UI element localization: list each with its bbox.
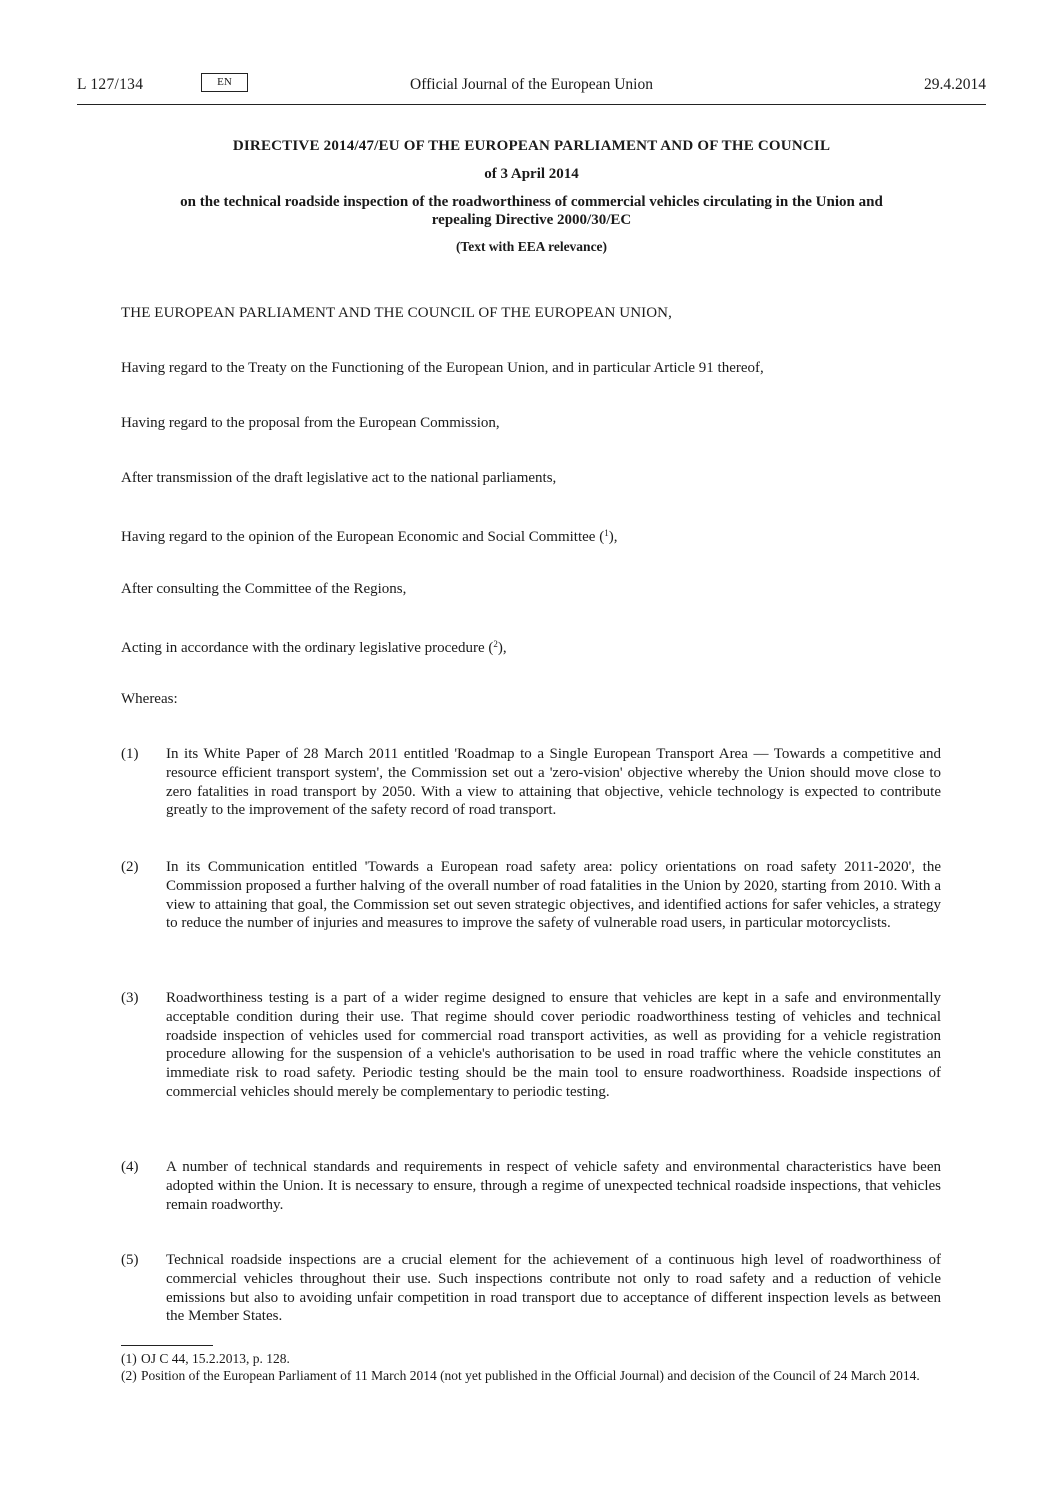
recital xyxy=(121,1251,941,1326)
directive-title: DIRECTIVE 2014/47/EU OF THE EUROPEAN PARLIAMENT AND OF THE COUNCIL xyxy=(232,138,831,154)
recital-text: In its White Paper of 28 March 2011 entitled 'Roadmap to a Single European Transport Area — Towards a competitive and resource efficient transport system', the Commission set out a 'zero-vision' objective whereby the Union should move close to zero fatalities in road transport by 2050. With a view to attaining that objective, vehicle technology is expected to contribute greatly to the improvement of the safety record of road transport. xyxy=(166,746,941,819)
enacting-authority: THE EUROPEAN PARLIAMENT AND THE COUNCIL OF THE EUROPEAN UNION, xyxy=(121,305,672,321)
footnote xyxy=(121,1351,941,1367)
recital xyxy=(121,1158,941,1214)
recital-number: (4) xyxy=(121,1159,139,1175)
directive-date: of 3 April 2014 xyxy=(484,166,579,182)
footnote-ref-2[interactable]: 2 xyxy=(493,639,498,649)
recital xyxy=(121,989,941,1102)
citation-opinion xyxy=(121,524,941,547)
recital-number: (1) xyxy=(121,746,139,762)
publication-date: 29.4.2014 xyxy=(924,76,986,93)
footnote-rule xyxy=(121,1345,213,1346)
whereas-heading: Whereas: xyxy=(121,691,178,707)
recital-number: (3) xyxy=(121,990,139,1006)
citation-transmission: After transmission of the draft legislative act to the national parliaments, xyxy=(121,470,557,486)
citation-procedure-end: ), xyxy=(497,640,507,656)
journal-title: Official Journal of the European Union xyxy=(410,76,653,93)
citation-regions: After consulting the Committee of the Regions, xyxy=(121,581,407,597)
recital xyxy=(121,745,941,820)
footnote-ref-1[interactable]: 1 xyxy=(604,528,609,538)
footnote-mark: (2) xyxy=(121,1368,137,1383)
footnote-text: OJ C 44, 15.2.2013, p. 128. xyxy=(141,1351,290,1366)
citation-proposal: Having regard to the proposal from the European Commission, xyxy=(121,415,500,431)
eea-relevance: (Text with EEA relevance) xyxy=(455,239,608,254)
citation-procedure-text: Acting in accordance with the ordinary legislative procedure ( xyxy=(121,640,494,656)
citation-opinion-text: Having regard to the opinion of the European Economic and Social Committee ( xyxy=(121,529,605,545)
citation-opinion-end: ), xyxy=(608,529,618,545)
directive-titles xyxy=(77,138,986,255)
recital-number: (5) xyxy=(121,1252,139,1268)
recital-text: Roadworthiness testing is a part of a wider regime designed to ensure that vehicles are kept in a safe and environmentally acceptable condition during their use. That regime should cover periodic roadworthiness testing of vehicles and technical roadside inspection of vehicles used for commercial road transport activities, as well as providing for a vehicle registration procedure allowing for the suspension of a vehicle's authorisation to be used in road traffic where the vehicle constitutes an immediate risk to road safety. Periodic testing should be the main tool to ensure roadworthiness. Roadside inspections of commercial vehicles should merely be complementary to periodic testing. xyxy=(166,990,941,1100)
recital xyxy=(121,858,941,933)
footnote xyxy=(121,1368,941,1384)
recital-number: (2) xyxy=(121,859,139,875)
footnote-text: Position of the European Parliament of 11 March 2014 (not yet published in the Official Journal) and decision of the Council of 24 March 2014. xyxy=(141,1368,920,1383)
citation-treaty: Having regard to the Treaty on the Functioning of the European Union, and in particular Article 91 thereof, xyxy=(121,360,764,376)
recital-text: A number of technical standards and requirements in respect of vehicle safety and environmental characteristics have been adopted within the Union. It is necessary to ensure, through a regime of unexpected technical roadside inspections, that vehicles remain roadworthy. xyxy=(166,1159,941,1213)
recital-text: In its Communication entitled 'Towards a European road safety area: policy orientations on road safety 2011-2020', the Commission proposed a further halving of the overall number of road fatalities in the Union by 2020, starting from 2010. With a view to attaining that goal, the Commission set out seven strategic objectives, and identified actions for safer vehicles, a strategy to reduce the number of injuries and measures to improve the safety of vulnerable road users, in particular motorcyclists. xyxy=(166,859,941,932)
header-rule xyxy=(77,104,986,105)
footnote-mark: (1) xyxy=(121,1351,137,1366)
citation-procedure xyxy=(121,635,941,658)
directive-subject: on the technical roadside inspection of the roadworthiness of commercial vehicles circulating in the Union and repealing Directive 2000/30/EC xyxy=(180,194,883,228)
page-reference: L 127/134 xyxy=(77,76,144,93)
recital-text: Technical roadside inspections are a crucial element for the achievement of a continuous high level of roadworthiness of commercial vehicles throughout their use. Such inspections contribute not only to road safety and a reduction of vehicle emissions but also to avoiding unfair competition in road transport due to acceptance of different inspection levels as between the Member States. xyxy=(166,1252,941,1325)
page-header xyxy=(77,76,986,98)
language-badge: EN xyxy=(201,73,248,92)
